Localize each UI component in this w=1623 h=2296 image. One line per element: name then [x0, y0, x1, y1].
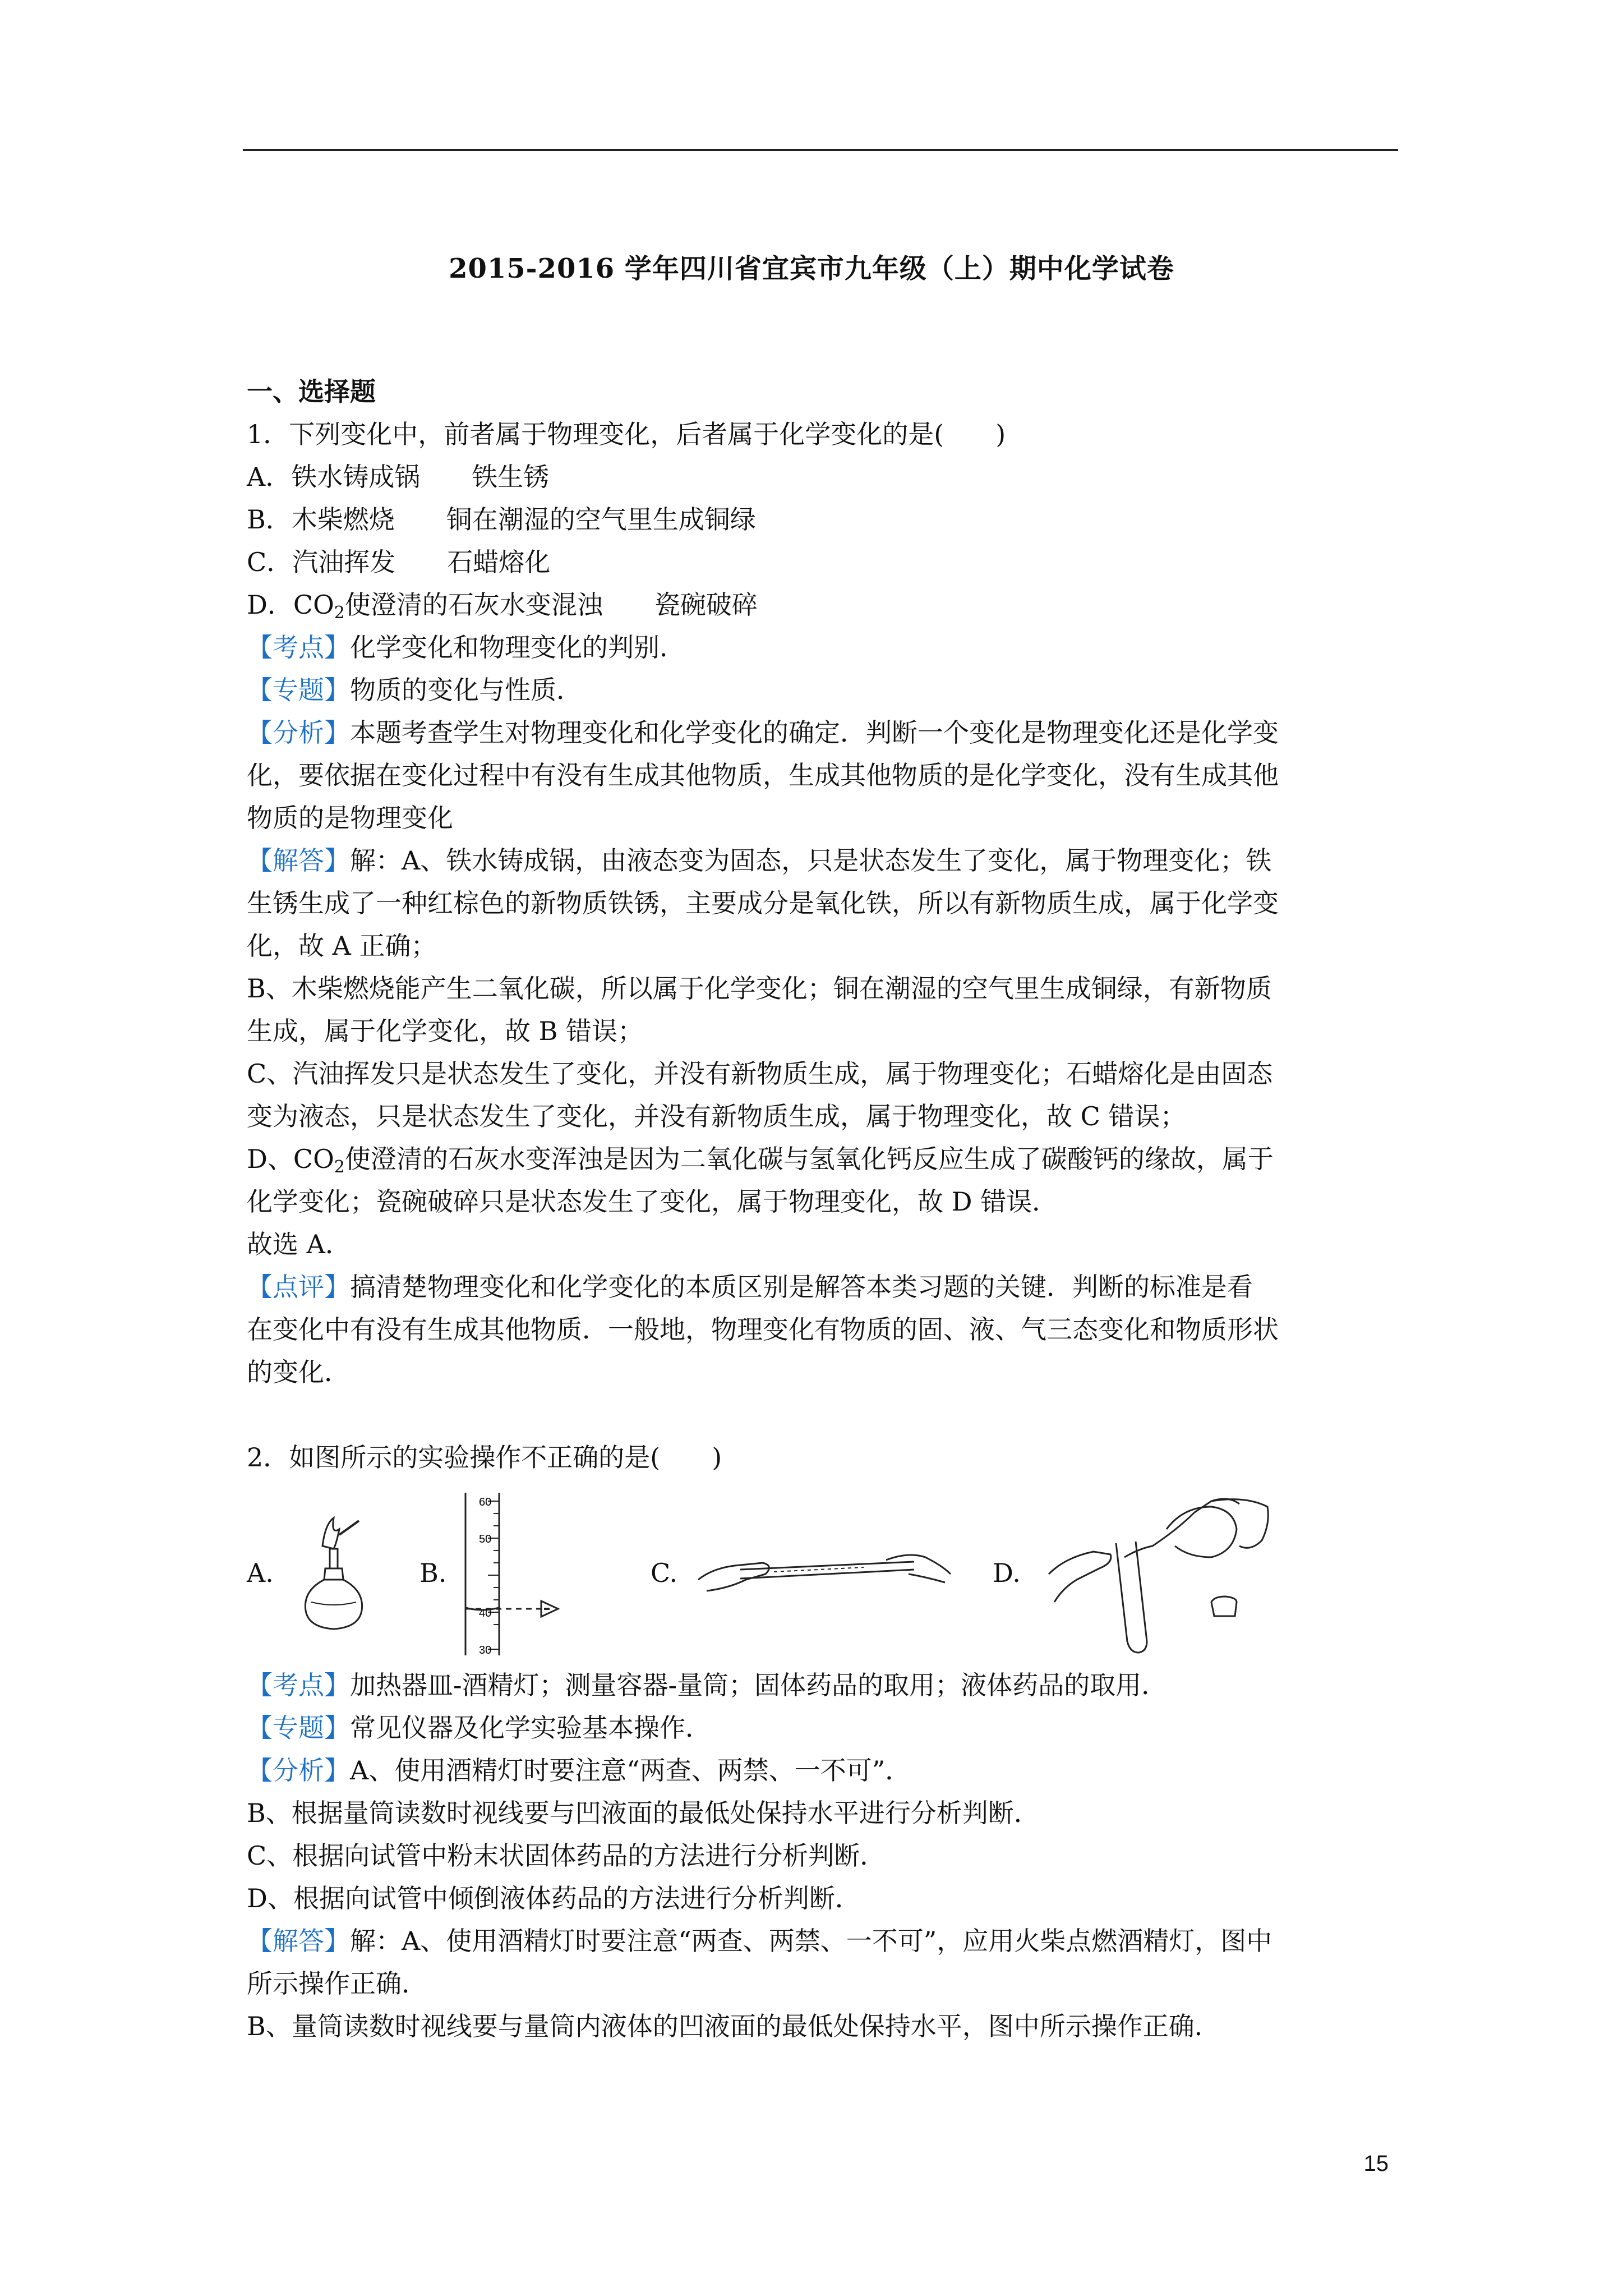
pouring-liquid-figure: [1043, 1490, 1279, 1658]
q1-fenxi-line: 化，要依据在变化过程中有没有生成其他物质，生成其他物质的是化学变化，没有生成其他: [247, 760, 1279, 790]
q1-jieda-line: 生成，属于化学变化，故 B 错误；: [247, 1016, 644, 1046]
tick-label: 40: [479, 1607, 492, 1619]
q2-figure-row: [247, 1490, 1396, 1658]
q2-stem: 2．如图所示的实验操作不正确的是( ): [247, 1442, 722, 1473]
graduated-cylinder-figure: [454, 1490, 566, 1658]
tick-label: 60: [479, 1496, 492, 1508]
tick-label: 50: [479, 1533, 492, 1545]
q1-option-b: B．木柴燃烧 铜在潮湿的空气里生成铜绿: [247, 504, 756, 535]
q2-jieda: 【解答】解：A、使用酒精灯时要注意“两查、两禁、一不可”，应用火柴点燃酒精灯，图中: [247, 1926, 1272, 1956]
q1-dianping-line: 的变化．: [247, 1357, 350, 1387]
fig-label-c: C.: [651, 1558, 678, 1588]
q1-zhuanti: 【专题】物质的变化与性质．: [247, 675, 582, 705]
spacer: [247, 1393, 1396, 1436]
alcohol-lamp-figure: [292, 1512, 376, 1641]
q1-jieda-line: 生锈生成了一种红棕色的新物质铁锈，主要成分是氧化铁，所以有新物质生成，属于化学变: [247, 888, 1279, 918]
q1-dianping-line: 在变化中有没有生成其他物质．一般地，物理变化有物质的固、液、气三态变化和物质形状: [247, 1314, 1279, 1345]
q1-jieda: 【解答】解：A、铁水铸成锅，由液态变为固态，只是状态发生了变化，属于物理变化；铁: [247, 845, 1272, 876]
q1-fenxi-line: 物质的是物理变化: [247, 803, 453, 833]
fig-label-a: A.: [247, 1558, 274, 1588]
q1-fenxi: 【分析】本题考查学生对物理变化和化学变化的确定．判断一个变化是物理变化还是化学变: [247, 717, 1279, 748]
header-rule: [243, 149, 1398, 151]
q2-zhuanti: 【专题】常见仪器及化学实验基本操作．: [247, 1713, 711, 1743]
q2-jieda-line: B、量筒读数时视线要与量筒内液体的凹液面的最低处保持水平，图中所示操作正确．: [247, 2011, 1220, 2041]
fig-label-b: B.: [419, 1558, 447, 1588]
page-number: 15: [1363, 2151, 1389, 2176]
q1-stem: 1．下列变化中，前者属于物理变化，后者属于化学变化的是( ): [247, 419, 1006, 449]
q1-jieda-line: B、木柴燃烧能产生二氧化碳，所以属于化学变化；铜在潮湿的空气里生成铜绿，有新物质: [247, 973, 1272, 1004]
q1-answer: 故选 A．: [247, 1229, 351, 1259]
powder-test-tube-figure: [695, 1535, 953, 1613]
content: [247, 370, 1396, 2047]
q1-jieda-line: 变为液态，只是状态发生了变化，并没有新物质生成，属于物理变化，故 C 错误；: [247, 1101, 1186, 1131]
q1-jieda-line: 化学变化；瓷碗破碎只是状态发生了变化，属于物理变化，故 D 错误．: [247, 1186, 1058, 1217]
fig-label-d: D.: [993, 1558, 1021, 1588]
q2-jieda-line: 所示操作正确．: [247, 1968, 427, 1999]
q2-fenxi-line: C、根据向试管中粉末状固体药品的方法进行分析判断．: [247, 1841, 886, 1871]
q1-jieda-line: 化，故 A 正确；: [247, 931, 437, 961]
q1-option-c: C．汽油挥发 石蜡熔化: [247, 547, 551, 577]
q1-jieda-line-d: D、$CO_2$使澄清的石灰水变浑浊是因为二氧化碳与氢氧化钙反应生成了碳酸钙的缘故，属于: [247, 1144, 1274, 1177]
q1-option-a: A．铁水铸成锅 铁生锈: [247, 462, 550, 492]
q1-jieda-line: C、汽油挥发只是状态发生了变化，并没有新物质生成，属于物理变化；石蜡熔化是由固态: [247, 1059, 1273, 1089]
section-heading: 一、选择题: [247, 376, 376, 407]
q2-fenxi-line: D、根据向试管中倾倒液体药品的方法进行分析判断．: [247, 1883, 861, 1913]
q1-option-d: D．$CO_2$使澄清的石灰水变混浊 瓷碗破碎: [247, 590, 758, 623]
q2-fenxi: 【分析】A、使用酒精灯时要注意“两查、两禁、一不可”．: [247, 1755, 911, 1786]
q2-kaodian: 【考点】加热器皿-酒精灯；测量容器-量筒；固体药品的取用；液体药品的取用．: [247, 1670, 1168, 1700]
q1-kaodian: 【考点】化学变化和物理变化的判别．: [247, 632, 685, 662]
q2-fenxi-line: B、根据量筒读数时视线要与凹液面的最低处保持水平进行分析判断．: [247, 1798, 1040, 1828]
tick-label: 30: [479, 1644, 492, 1657]
page-title: 2015-2016 学年四川省宜宾市九年级（上）期中化学试卷: [449, 253, 1174, 284]
q1-dianping: 【点评】搞清楚物理变化和化学变化的本质区别是解答本类习题的关键．判断的标准是看: [247, 1272, 1253, 1302]
